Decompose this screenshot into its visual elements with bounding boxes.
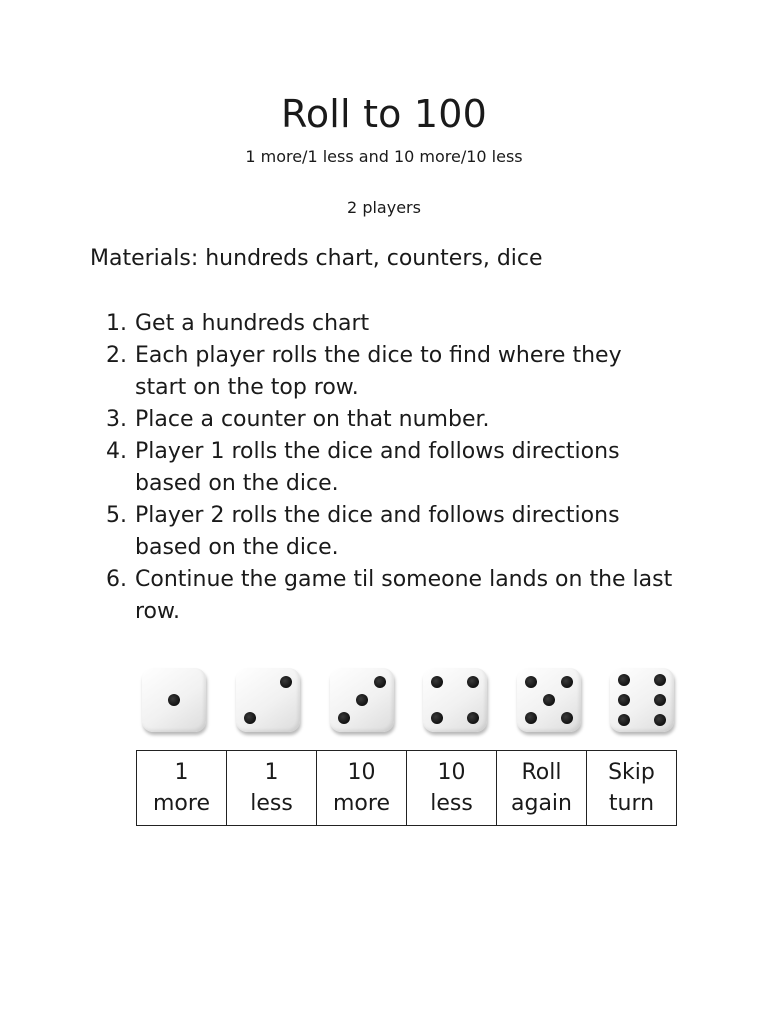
step-number: 4. bbox=[106, 439, 127, 464]
players-count: 2 players bbox=[347, 198, 421, 217]
die-face-two-icon bbox=[236, 668, 300, 732]
instruction-step bbox=[0, 500, 675, 564]
die-pip bbox=[374, 676, 386, 688]
dice-legend-table bbox=[136, 750, 677, 826]
step-number: 1. bbox=[106, 311, 127, 336]
legend-cell-3 bbox=[317, 751, 407, 826]
step-number: 6. bbox=[106, 567, 127, 592]
die-pip bbox=[467, 676, 479, 688]
step-number: 2. bbox=[106, 343, 127, 368]
legend-cell-number: 10 bbox=[347, 760, 376, 785]
instruction-step bbox=[0, 340, 675, 404]
legend-cell-action: turn bbox=[608, 791, 655, 816]
legend-cell-2 bbox=[227, 751, 317, 826]
step-text: Get a hundreds chart bbox=[135, 311, 370, 336]
die-pip bbox=[168, 694, 180, 706]
page-title: Roll to 100 bbox=[280, 92, 488, 136]
legend-cell-action: again bbox=[511, 791, 572, 816]
dice-faces-row bbox=[0, 668, 768, 740]
die-pip bbox=[356, 694, 368, 706]
die-pip bbox=[280, 676, 292, 688]
step-text: Player 2 rolls the dice and follows directions based on the dice. bbox=[135, 503, 620, 560]
instruction-step bbox=[0, 436, 675, 500]
die-pip bbox=[543, 694, 555, 706]
die-pip bbox=[525, 712, 537, 724]
legend-cell-4 bbox=[407, 751, 497, 826]
legend-cell-6 bbox=[587, 751, 677, 826]
materials-line: Materials: hundreds chart, counters, dice bbox=[90, 246, 543, 271]
die-pip bbox=[244, 712, 256, 724]
die-face-four-icon bbox=[423, 668, 487, 732]
die-pip bbox=[525, 676, 537, 688]
instruction-step bbox=[0, 564, 675, 628]
legend-cell-number: 1 bbox=[264, 760, 279, 785]
legend-cell-action: Roll bbox=[521, 760, 562, 785]
step-text: Player 1 rolls the dice and follows directions based on the dice. bbox=[135, 439, 620, 496]
instructions-list bbox=[0, 308, 768, 628]
instruction-step bbox=[0, 308, 675, 340]
die-pip bbox=[338, 712, 350, 724]
step-text: Each player rolls the dice to find where they start on the top row. bbox=[135, 343, 622, 400]
die-face-six-icon bbox=[610, 668, 674, 732]
die-face-one-icon bbox=[142, 668, 206, 732]
die-pip bbox=[618, 694, 630, 706]
die-face-five-icon bbox=[517, 668, 581, 732]
die-pip bbox=[467, 712, 479, 724]
die-pip bbox=[431, 676, 443, 688]
die-pip bbox=[618, 714, 630, 726]
die-face-three-icon bbox=[330, 668, 394, 732]
die-pip bbox=[561, 712, 573, 724]
die-pip bbox=[654, 674, 666, 686]
legend-cell-5 bbox=[497, 751, 587, 826]
die-pip bbox=[618, 674, 630, 686]
page-subtitle: 1 more/1 less and 10 more/10 less bbox=[245, 147, 523, 166]
die-pip bbox=[654, 694, 666, 706]
legend-cell-number: 1 bbox=[174, 760, 189, 785]
die-pip bbox=[654, 714, 666, 726]
step-text: Continue the game til someone lands on the last row. bbox=[135, 567, 673, 624]
legend-cell-action: less bbox=[430, 791, 473, 816]
legend-cell-action: more bbox=[153, 791, 210, 816]
legend-cell-1 bbox=[137, 751, 227, 826]
step-number: 5. bbox=[106, 503, 127, 528]
legend-cell-action: Skip bbox=[608, 760, 655, 785]
legend-cell-action: more bbox=[333, 791, 390, 816]
legend-row bbox=[137, 751, 677, 826]
legend-cell-action: less bbox=[250, 791, 293, 816]
die-pip bbox=[561, 676, 573, 688]
die-pip bbox=[431, 712, 443, 724]
step-number: 3. bbox=[106, 407, 127, 432]
step-text: Place a counter on that number. bbox=[135, 407, 490, 432]
instruction-step bbox=[0, 404, 675, 436]
legend-cell-number: 10 bbox=[437, 760, 466, 785]
